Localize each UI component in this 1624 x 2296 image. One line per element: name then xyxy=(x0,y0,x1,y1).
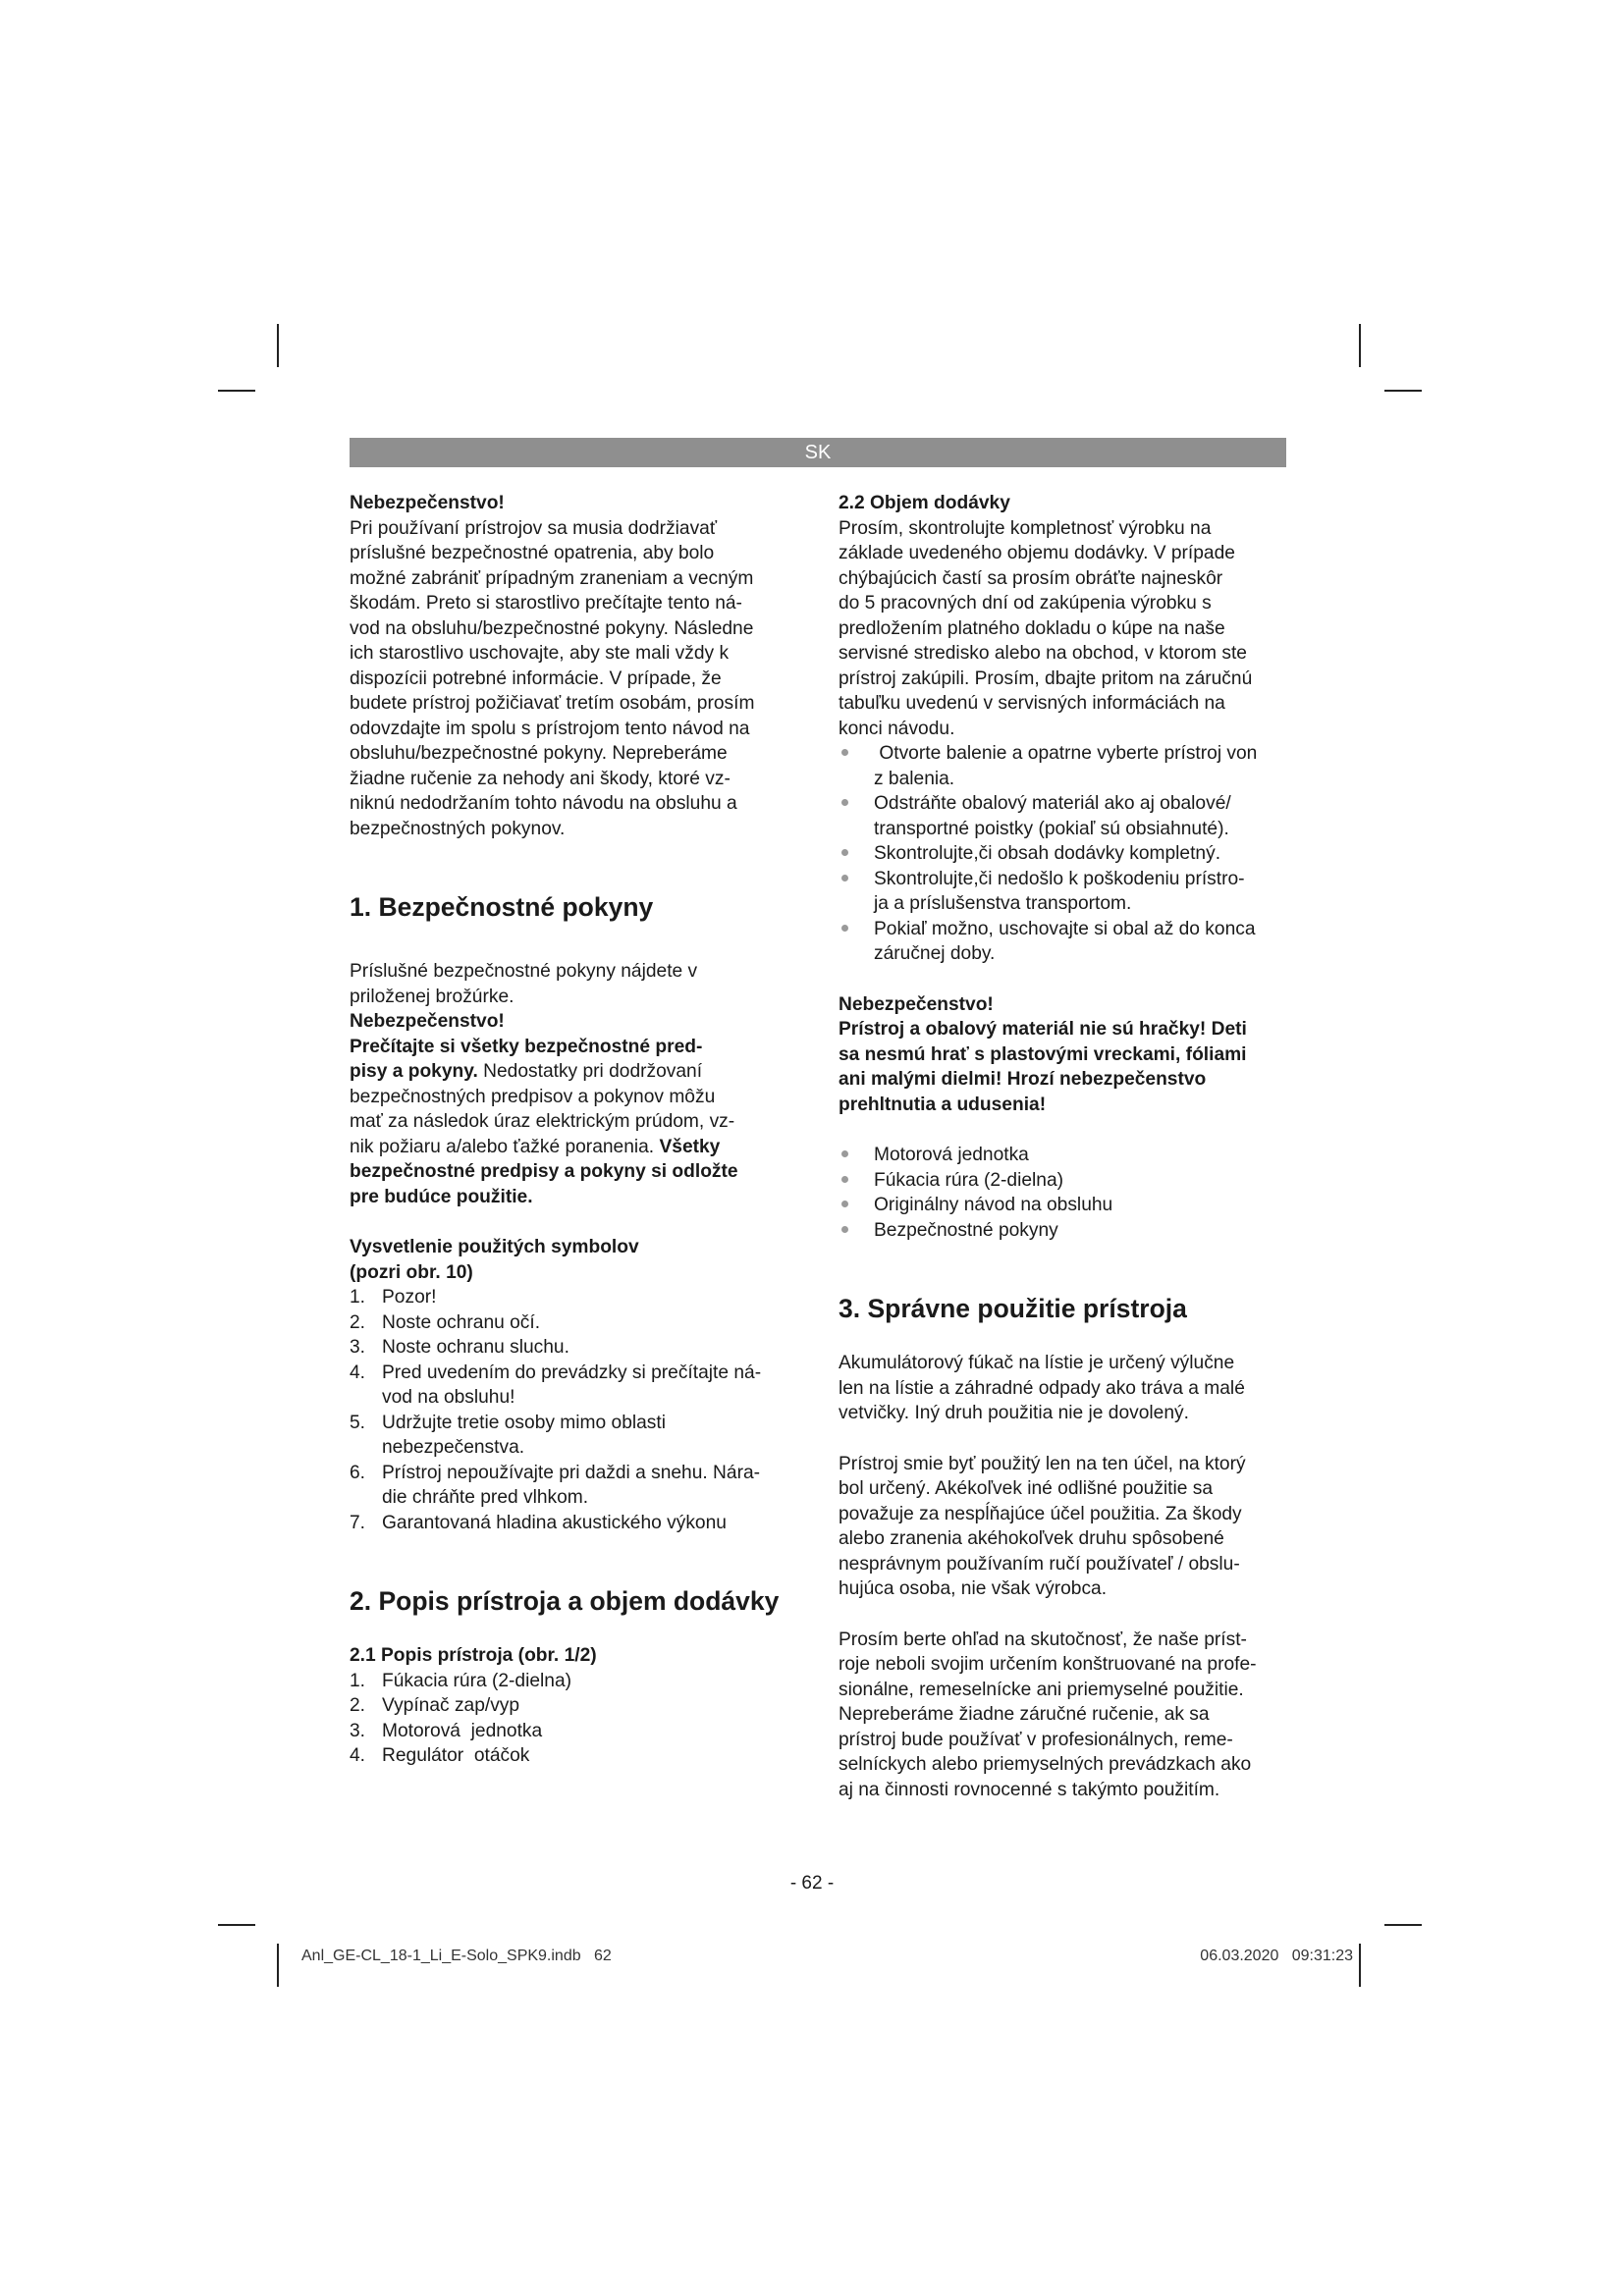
liability-paragraph xyxy=(839,1452,1282,1602)
crop-mark xyxy=(1359,324,1361,367)
text-line: možné zabrániť prípadným zraneniam a vecným xyxy=(350,567,754,589)
text-line: Akumulátorový fúkač na lístie je určený výlučne xyxy=(839,1353,1235,1373)
text-line: záručnej doby. xyxy=(874,943,996,964)
text-line: považuje za nespĺňajúce účel použitia. Za škody xyxy=(839,1503,1242,1524)
text-line: tabuľku uvedenú v servisných informáciách na xyxy=(839,693,1225,714)
crop-mark xyxy=(218,390,255,392)
danger-heading: Nebezpečenstvo! xyxy=(839,993,994,1015)
section-3-title: 3. Správne použitie prístroja xyxy=(839,1294,1187,1323)
crop-mark xyxy=(1359,1944,1361,1987)
list-item: Bezpečnostné pokyny xyxy=(839,1218,1282,1244)
text-line: obsluhu/bezpečnostné pokyny. Nepreberáme xyxy=(350,743,728,764)
list-item xyxy=(839,867,1282,917)
text-line: pre budúce použitie. xyxy=(350,1186,533,1207)
child-warning xyxy=(839,1017,1282,1117)
delivery-paragraph xyxy=(839,516,1282,742)
left-column xyxy=(350,491,793,1769)
text-line: Skontrolujte,či obsah dodávky kompletný. xyxy=(874,843,1221,864)
text-line: prehltnutia a udusenia! xyxy=(839,1094,1047,1115)
text-line: Garantovaná hladina akustického výkonu xyxy=(382,1512,727,1533)
text-line: prístroj zakúpili. Prosím, dbajte pritom na záručnú xyxy=(839,667,1253,689)
list-item xyxy=(350,1511,793,1536)
danger-heading: Nebezpečenstvo! xyxy=(350,1011,505,1032)
section-1-title: 1. Bezpečnostné pokyny xyxy=(350,892,654,922)
list-item xyxy=(350,1743,793,1769)
parts-list xyxy=(350,1669,793,1769)
list-item xyxy=(350,1361,793,1411)
section-1-intro xyxy=(350,959,793,1009)
text-line: Prístroj a obalový materiál nie sú hračky! Deti xyxy=(839,1019,1247,1040)
text-line: Otvorte balenie a opatrne vyberte prístroj von xyxy=(874,743,1258,764)
list-item xyxy=(350,1310,793,1336)
package-contents xyxy=(839,1143,1282,1243)
text-line: vetvičky. Iný druh použitia nie je dovolený. xyxy=(839,1403,1189,1423)
text-line: z balenia. xyxy=(874,768,955,789)
list-item xyxy=(839,841,1282,867)
item-number: 1. xyxy=(350,1670,366,1691)
item-number: 3. xyxy=(350,1720,366,1741)
text-line: Pozor! xyxy=(382,1287,437,1308)
text-line: chýbajúcich častí sa prosím obráťte najneskôr xyxy=(839,567,1223,589)
text-line: bezpečnostné predpisy a pokyny si odložte xyxy=(350,1161,738,1182)
language-header: SK xyxy=(350,438,1286,467)
item-number: 4. xyxy=(350,1745,366,1766)
list-item: Originálny návod na obsluhu xyxy=(839,1193,1282,1218)
right-column xyxy=(839,491,1282,1802)
item-number: 2. xyxy=(350,1311,366,1333)
text-line: transportné poistky (pokiaľ sú obsiahnuté). xyxy=(874,818,1229,839)
text-line: Pri používaní prístrojov sa musia dodržiavať xyxy=(350,517,718,539)
professional-use-paragraph xyxy=(839,1628,1282,1803)
text-line: ja a príslušenstva transportom. xyxy=(874,893,1132,914)
text-line: die chráňte pred vlhkom. xyxy=(382,1487,589,1508)
text-line: Noste ochranu očí. xyxy=(382,1311,541,1333)
text-line: prístroj bude používať v profesionálnych, reme- xyxy=(839,1729,1233,1750)
text-line: bezpečnostných pokynov. xyxy=(350,818,566,839)
text-line: príslušné bezpečnostné opatrenia, aby bolo xyxy=(350,543,715,563)
item-number: 7. xyxy=(350,1512,366,1533)
unpacking-steps xyxy=(839,741,1282,967)
item-number: 1. xyxy=(350,1287,366,1308)
text-line: vod na obsluhu/bezpečnostné pokyny. Následne xyxy=(350,617,754,639)
text-line: sionálne, remeselnícke ani priemyselné použitie. xyxy=(839,1679,1244,1700)
text-line: aj na činnosti rovnocenné s takýmto použitím. xyxy=(839,1779,1220,1800)
text-line: Pokiaľ možno, uschovajte si obal až do konca xyxy=(874,918,1256,939)
list-item xyxy=(839,791,1282,841)
text-line: servisné stredisko alebo na obchod, v ktorom ste xyxy=(839,643,1247,664)
item-number: 5. xyxy=(350,1412,366,1433)
text-line: škodám. Preto si starostlivo prečítajte tento ná- xyxy=(350,593,742,614)
text-line: priloženej brožúrke. xyxy=(350,986,514,1007)
print-file-name: Anl_GE-CL_18-1_Li_E-Solo_SPK9.indb 62 xyxy=(301,1948,612,1964)
text-line: Prístroj smie byť použitý len na ten účel, na ktorý xyxy=(839,1453,1246,1474)
item-number: 2. xyxy=(350,1695,366,1716)
text-span: pisy a pokyny. xyxy=(350,1061,478,1082)
list-item xyxy=(839,741,1282,791)
section-2-2-title: 2.2 Objem dodávky xyxy=(839,493,1010,513)
text-span: Všetky xyxy=(654,1136,721,1157)
text-line: Nepreberáme žiadne záručné ručenie, ak sa xyxy=(839,1704,1210,1725)
text-line: Prosím, skontrolujte kompletnosť výrobku na xyxy=(839,517,1212,539)
text-line: Regulátor otáčok xyxy=(382,1745,530,1766)
danger-paragraph xyxy=(350,516,793,842)
symbols-list xyxy=(350,1285,793,1535)
list-item xyxy=(350,1693,793,1719)
print-timestamp: 06.03.2020 09:31:23 xyxy=(1200,1948,1353,1964)
text-line: roje neboli svojim určením konštruované na profe- xyxy=(839,1654,1257,1675)
text-line: bezpečnostných predpisov a pokynov môžu xyxy=(350,1086,716,1107)
list-item xyxy=(350,1669,793,1694)
list-item xyxy=(350,1335,793,1361)
item-number: 4. xyxy=(350,1362,366,1383)
list-item: Fúkacia rúra (2-dielna) xyxy=(839,1168,1282,1194)
text-line: Udržujte tretie osoby mimo oblasti xyxy=(382,1412,666,1433)
text-span: nik požiaru a/alebo ťažké poranenia. xyxy=(350,1136,655,1157)
item-number: 6. xyxy=(350,1462,366,1483)
list-item xyxy=(839,917,1282,967)
symbols-heading-ref: (pozri obr. 10) xyxy=(350,1261,473,1283)
text-line: vod na obsluhu! xyxy=(382,1387,515,1408)
text-line: Pred uvedením do prevádzky si prečítajte ná- xyxy=(382,1362,762,1383)
text-line: ani malými dielmi! Hrozí nebezpečenstvo xyxy=(839,1069,1207,1090)
text-line: Príslušné bezpečnostné pokyny nájdete v xyxy=(350,961,698,982)
text-line: niknú nedodržaním tohto návodu na obsluhu a xyxy=(350,793,737,814)
list-item: Motorová jednotka xyxy=(839,1143,1282,1168)
item-number: 3. xyxy=(350,1337,366,1358)
list-item xyxy=(350,1285,793,1310)
text-line: budete prístroj požičiavať tretím osobám, prosím xyxy=(350,693,755,714)
text-line: bol určený. Akékoľvek iné odlišné použitie sa xyxy=(839,1478,1214,1499)
text-span: Nedostatky pri dodržovaní xyxy=(477,1061,703,1082)
list-item xyxy=(350,1719,793,1744)
text-line: Odstráňte obalový materiál ako aj obalové/ xyxy=(874,793,1231,814)
text-line: alebo zranenia akéhokoľvek druhu spôsobené xyxy=(839,1528,1224,1549)
text-line: Fúkacia rúra (2-dielna) xyxy=(382,1670,572,1691)
text-line: Noste ochranu sluchu. xyxy=(382,1337,569,1358)
text-line: nesprávnym používaním ručí používateľ / obslu- xyxy=(839,1553,1240,1575)
safety-warning xyxy=(350,1035,793,1210)
text-line: ich starostlivo uschovajte, aby ste mali vždy k xyxy=(350,643,730,664)
section-2-title: 2. Popis prístroja a objem dodávky xyxy=(350,1586,780,1616)
text-line: sa nesmú hrať s plastovými vreckami, fóliami xyxy=(839,1043,1247,1065)
text-line: mať za následok úraz elektrickým prúdom, vz- xyxy=(350,1111,735,1132)
text-line: Prosím berte ohľad na skutočnosť, že naše príst- xyxy=(839,1629,1247,1650)
list-item xyxy=(350,1461,793,1511)
list-item xyxy=(350,1411,793,1461)
text-line: odovzdajte im spolu s prístrojom tento návod na xyxy=(350,718,750,739)
text-line: nebezpečenstva. xyxy=(382,1437,525,1458)
crop-mark xyxy=(218,1924,255,1926)
crop-mark xyxy=(1384,1924,1422,1926)
text-line: selníckych alebo priemyselných prevádzkach ako xyxy=(839,1754,1252,1775)
text-line: dispozícii potrebné informácie. V prípade, že xyxy=(350,667,722,689)
symbols-heading: Vysvetlenie použitých symbolov xyxy=(350,1237,639,1257)
text-line: základe uvedeného objemu dodávky. V prípade xyxy=(839,543,1235,563)
text-line: Prístroj nepoužívajte pri daždi a snehu. Nára- xyxy=(382,1462,761,1483)
intended-use-paragraph xyxy=(839,1351,1282,1426)
crop-mark xyxy=(277,1944,279,1987)
text-line: hujúca osoba, nie však výrobca. xyxy=(839,1578,1108,1599)
crop-mark xyxy=(277,324,279,367)
page-number: - 62 - xyxy=(789,1873,835,1894)
text-line: predložením platného dokladu o kúpe na naše xyxy=(839,617,1225,639)
crop-mark xyxy=(1384,390,1422,392)
text-line: Motorová jednotka xyxy=(382,1720,543,1741)
section-2-1-title: 2.1 Popis prístroja (obr. 1/2) xyxy=(350,1645,597,1666)
text-line: do 5 pracovných dní od zakúpenia výrobku s xyxy=(839,593,1212,614)
text-line: žiadne ručenie za nehody ani škody, ktoré vz- xyxy=(350,768,731,789)
text-line: Skontrolujte,či nedošlo k poškodeniu prístro- xyxy=(874,868,1245,889)
danger-heading: Nebezpečenstvo! xyxy=(350,493,505,513)
text-line: konci návodu. xyxy=(839,718,955,739)
text-line: len na lístie a záhradné odpady ako tráva a malé xyxy=(839,1377,1245,1399)
text-line: Prečítajte si všetky bezpečnostné pred- xyxy=(350,1036,703,1057)
text-line: Vypínač zap/vyp xyxy=(382,1695,520,1716)
